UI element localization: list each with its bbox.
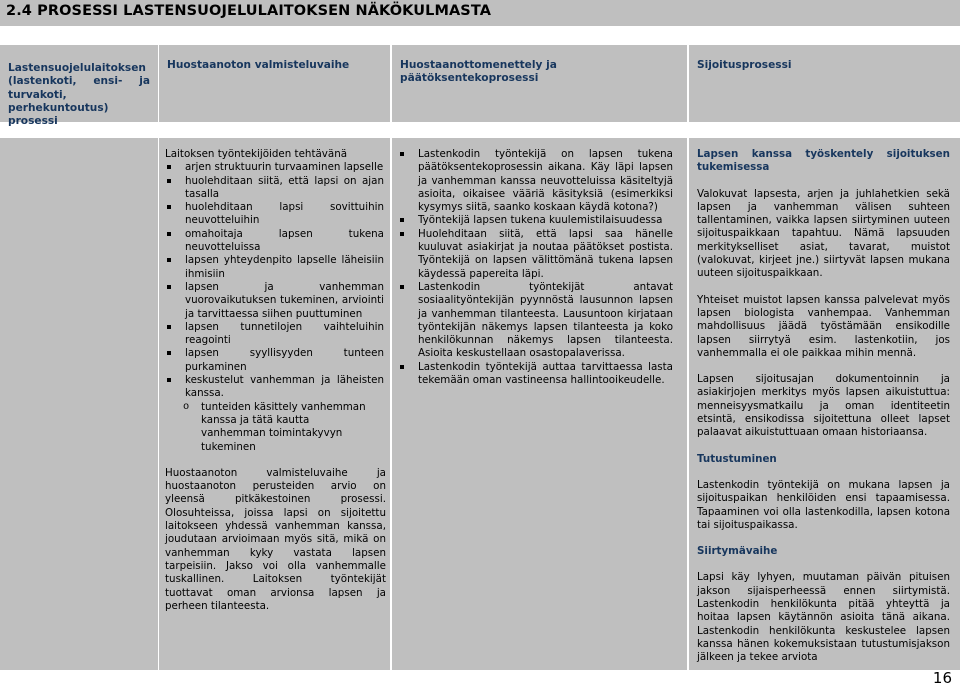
list-item: Huolehditaan siitä, että lapsi saa hänelle kuuluvat asiakirjat ja noutaa päätökset postista. Työntekijä on lapsen välittömänä tukena lapsen käydessä papereita läpi.	[398, 228, 673, 281]
col4-paragraph: Lapsi käy lyhyen, muutaman päivän pituisen jakson sijaisperheessä ennen siirtymistä. Lastenkodin henkilökunta pitää yhteyttä ja hoitaa lapsen käytännön asioita tänä aikana. Lastenkodin henkilökunta keskustelee lapsen kanssa hänen kokemuksistaan tutustumisjakson jälkeen ja tekee arviota	[697, 571, 950, 664]
header-col3	[392, 45, 687, 122]
list-item: lapsen yhteydenpito lapselle läheisiin ihmisiin	[165, 254, 384, 281]
header-col2	[159, 45, 390, 122]
page-number: 16	[932, 669, 952, 687]
body-col4	[689, 138, 960, 670]
list-item: Lastenkodin työntekijä on lapsen tukena päätöksentekoprosessin aikana. Käy läpi lapsen ja vanhemman kanssa neuvotteluissa käsiteltyjä asioita, oikaisee vääriä käsityksiä (esimerkiksi kysymys siitä, saanko koskaan käydä kotona?)	[398, 148, 673, 214]
col4-paragraph: Lastenkodin työntekijä on mukana lapsen ja sijoituspaikan henkilöiden ensi tapaamisessa. Tapaaminen voi olla lastenkodilla, lapsen kotona tai sijoituspaikassa.	[697, 478, 950, 531]
col2-sub-list	[181, 401, 386, 454]
col2-paragraph: Huostaanoton valmisteluvaihe ja huostaanoton perusteiden arvio on yleensä pitkäkestoinen prosessi. Olosuhteissa, joissa lapsi on sijoitettu laitokseen yhdessä vanhemman kanssa, joudutaan arvioimaan myös sitä, mikä on vanhemman kyky vastata lapsen tarpeisiin. Jakso voi olla vanhemmalle tuskallinen. Laitoksen työntekijät tuottavat oman arvionsa lapsen ja perheen tilanteesta.	[165, 466, 386, 612]
list-item: lapsen syyllisyyden tunteen purkaminen	[165, 347, 384, 374]
title-bar	[0, 0, 960, 26]
list-item: Lastenkodin työntekijät antavat sosiaalityöntekijän pyynnöstä lausunnon lapsen ja vanhemman tilanteesta. Lausuntoon kirjataan työntekijän näkemys lapsen tilanteesta ja koko henkilökunnan näkemys lapsen tilanteesta. Asioita keskustellaan osastopalaverissa.	[398, 281, 673, 361]
col4-heading-placement-support: Lapsen kanssa työskentely sijoituksen tukemisessa	[697, 148, 950, 174]
col2-intro: Laitoksen työntekijöiden tehtävänä	[165, 148, 348, 160]
col3-bullet-list	[398, 148, 673, 387]
header-col4	[689, 45, 960, 122]
list-item: Lastenkodin työntekijä auttaa tarvittaessa lasta tekemään oman vastineensa hallintooikeudelle.	[398, 361, 673, 388]
list-item: lapsen ja vanhemman vuorovaikutuksen tukeminen, arviointi ja tarvittaessa siihen puuttuminen	[165, 281, 384, 321]
header-col3-text: Huostaanottomenettely ja päätöksentekoprosessi	[400, 59, 557, 85]
list-item: keskustelut vanhemman ja läheisten kanssa.	[165, 374, 384, 401]
sub-list-item: o tunteiden käsittely vanhemman kanssa ja tätä kautta vanhemman toimintakyvyn tukeminen	[181, 401, 370, 454]
page-title: 2.4 PROSESSI LASTENSUOJELULAITOKSEN NÄKÖKULMASTA	[6, 3, 492, 19]
col4-paragraph: Lapsen sijoitusajan dokumentoinnin ja asiakirjojen merkitys myös lapsen aikuistuttua: menneisyysmatkailu ja oman identiteetin etsintä, ensikodissa sijoitettuna olleet lapset palaavat aikuistuttuaan omaan historiaansa.	[697, 373, 950, 439]
list-item: huolehditaan lapsi sovittuihin neuvotteluihin	[165, 201, 384, 228]
list-item: lapsen tunnetilojen vaihteluihin reagointi	[165, 321, 384, 348]
header-col1	[0, 45, 158, 128]
body-col1	[0, 138, 158, 670]
col2-bullet-list	[165, 161, 386, 400]
header-col2-text: Huostaanoton valmisteluvaihe	[167, 59, 350, 71]
col4-paragraph: Valokuvat lapsesta, arjen ja juhlahetkien sekä lapsen ja vanhemman välisen suhteen tallentaminen, vaikka lapsen siirtyminen uuteen sijoituspaikkaan tapahtuu. Nämä lapsuuden merkitykselliset asiat, tavarat, muistot (valokuvat, kirjeet jne.) siirtyvät lapsen mukana uuteen sijoituspaikkaan.	[697, 187, 950, 280]
list-item: huolehditaan siitä, että lapsi on ajan tasalla	[165, 175, 384, 202]
body-col2	[159, 138, 390, 670]
col4-paragraph: Yhteiset muistot lapsen kanssa palvelevat myös lapsen biologista vanhempaa. Vanhemman mahdollisuus jäädä työstämään ensikodille lapsen siirrytyä esim. lastenkotiin, jos vanhemmalla ei ole paikkaa mihin mennä.	[697, 293, 950, 359]
header-col4-text: Sijoitusprosessi	[697, 59, 792, 71]
list-item: arjen struktuurin turvaaminen lapselle	[165, 161, 384, 174]
col4-heading-introduction: Tutustuminen	[697, 452, 777, 465]
body-col3	[392, 138, 687, 670]
header-col1-text: Lastensuojelulaitoksen (lastenkoti, ensi- ja turvakoti, perhekuntoutus) prosessi	[8, 62, 150, 128]
list-item: omahoitaja lapsen tukena neuvotteluissa	[165, 228, 384, 255]
col4-heading-transition: Siirtymävaihe	[697, 545, 778, 558]
list-item: Työntekijä lapsen tukena kuulemistilaisuudessa	[398, 214, 673, 227]
